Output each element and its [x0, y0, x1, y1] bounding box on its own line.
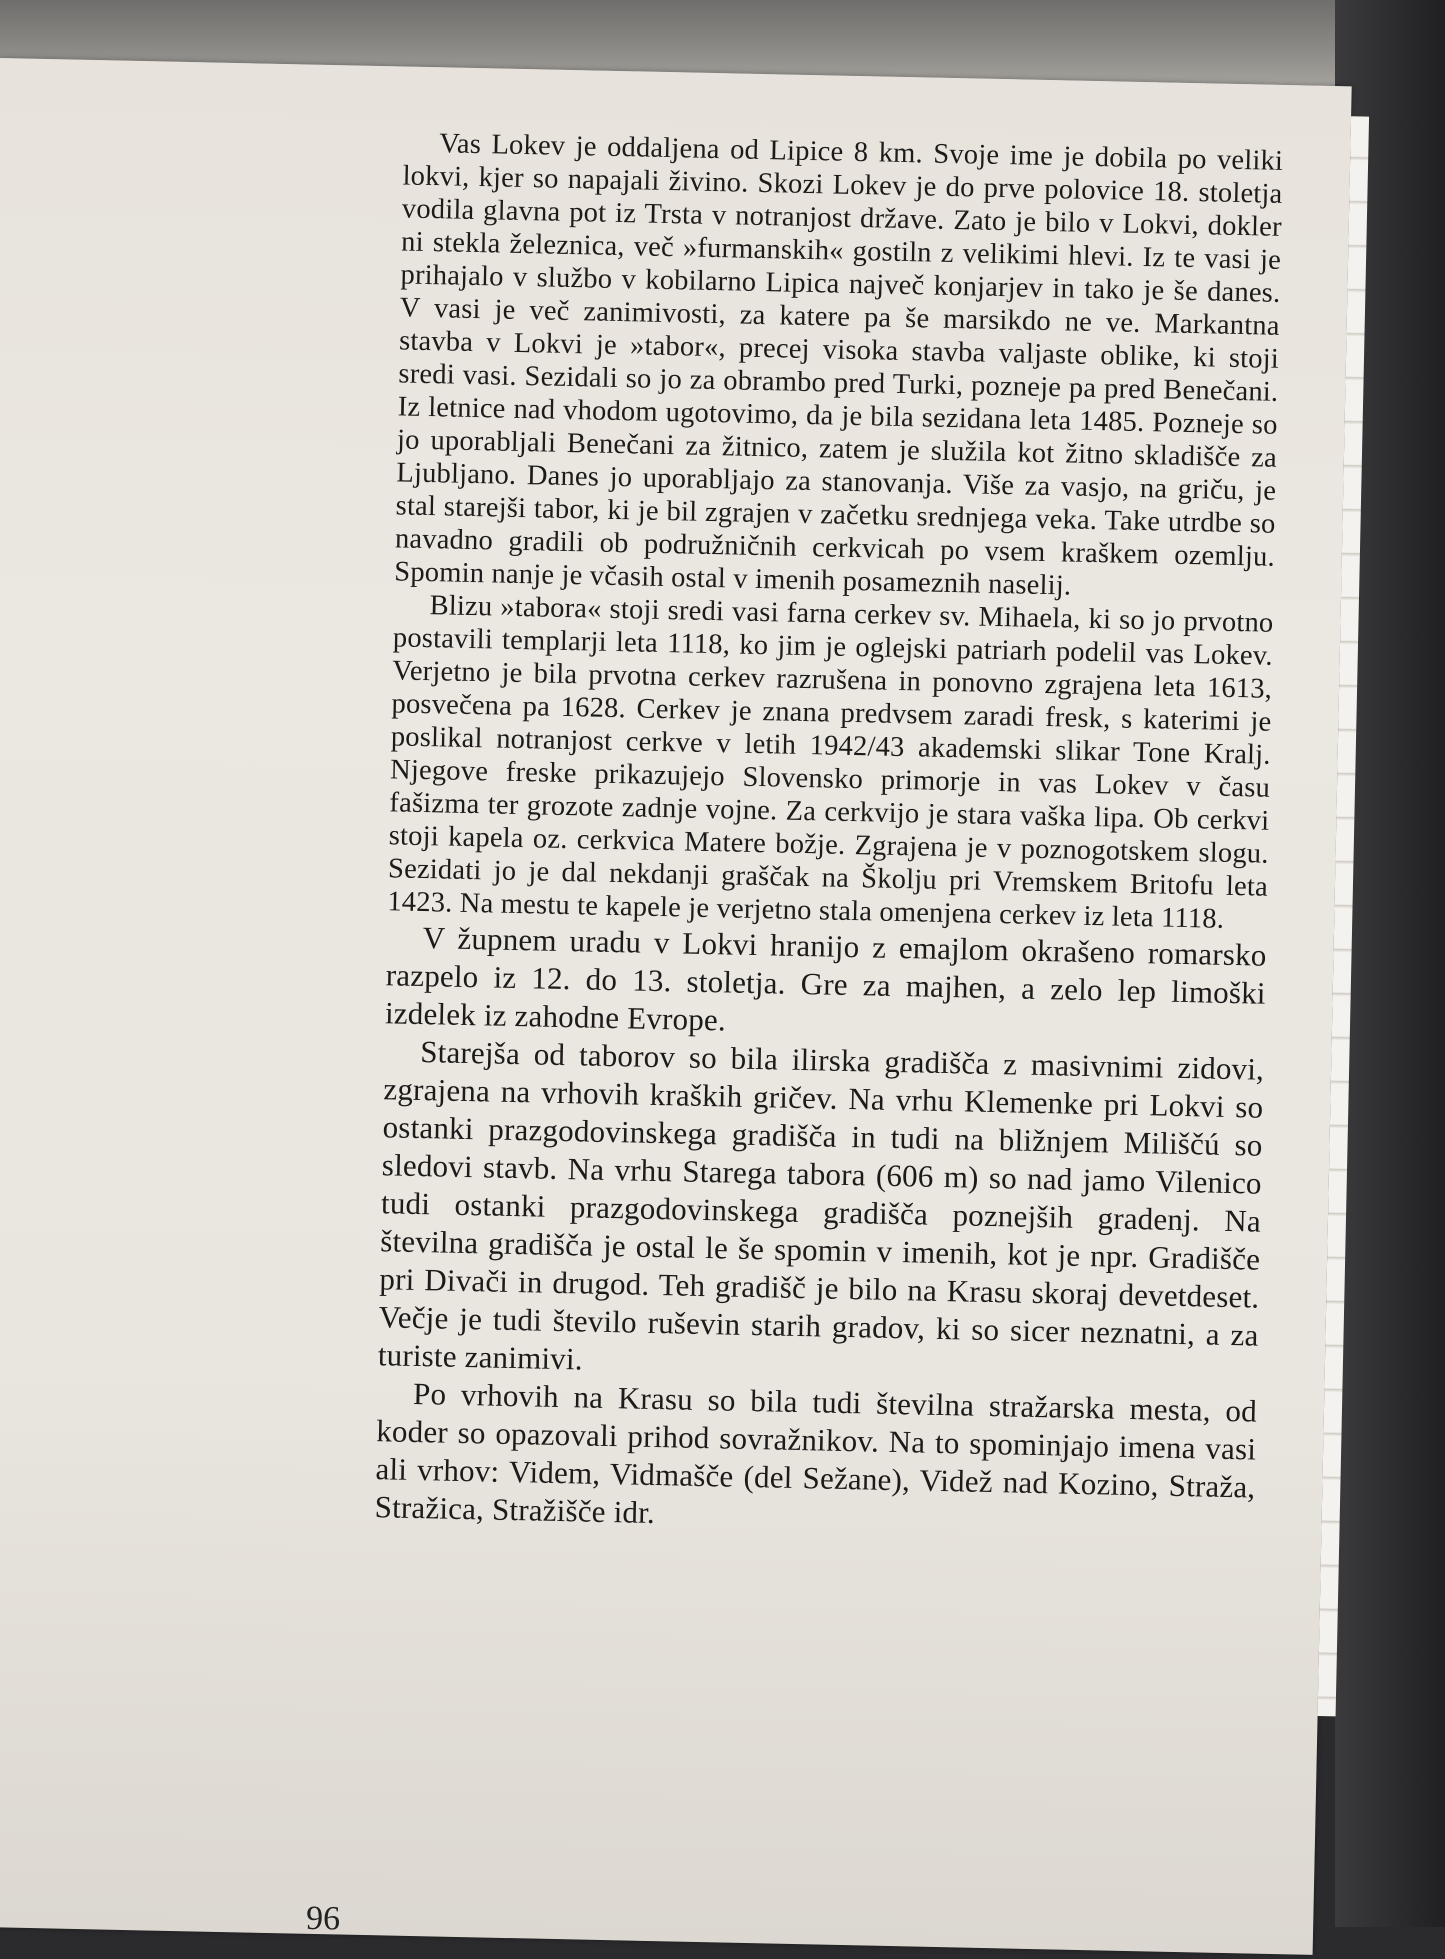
body-text [374, 126, 1283, 1544]
paragraph-lokev: Vas Lokev je oddaljena od Lipice 8 km. Svoje ime je dobila po veliki lokvi, kjer so napajali živino. Skozi Lokev je do prve polovice 18. stoletja vodila glavna pot iz Trsta v notranjost države. Zato je bilo v Lokvi, dokler ni stekla železnica, več »furmanskih« gostiln z velikimi hlevi. Iz te vasi je prihajalo v službo v kobilarno Lipica največ konjarjev in tako je še danes. V vasi je več zanimivosti, za katere pa še marsikdo ne ve. Markantna stavba v Lokvi je »tabor«, precej visoka stavba valjaste oblike, ki stoji sredi vasi. Sezidali so jo za obrambo pred Turki, pozneje pa pred Benečani. Iz letnice nad vhodom ugotovimo, da je bila sezidana leta 1485. Pozneje so jo uporabljali Benečani za žitnico, zatem je služila kot žitno skladišče za Ljubljano. Danes jo uporabljajo za stanovanja. Više za vasjo, na griču, je stal starejši tabor, ki je bil zgrajen v začetku srednjega veka. Take utrdbe so navadno gradili ob podružničnih cerkvicah po vsem kraškem ozemlju. Spomin nanje je včasih ostal v imenih posameznih naselij. [394, 128, 1284, 602]
paragraph-crucifix: V župnem uradu v Lokvi hranijo z emajlom okrašeno romarsko razpelo iz 12. do 13. stoletja. Gre za majhen, a zelo lep limoški izdelek iz zahodne Evrope. [384, 920, 1267, 1038]
paragraph-hillforts: Starejša od taborov so bila ilirska gradišča z masivnimi zidovi, zgrajena na vrhovih kraških gričev. Na vrhu Klemenke pri Lokvi so ostanki prazgodovinskega gradišča in tudi na bližnjem Miliščú so sledovi stavb. Na vrhu Starega tabora (606 m) so nad jamo Vilenico tudi ostanki prazgodovinskega gradišča poznejših gradenj. Na številna gradišča je ostal le še spomin v imenih, kot je npr. Gradišče pri Divači in drugod. Teh gradišč je bilo na Krasu skoraj devetdeset. Večje je tudi število ruševin starih gradov, ki so sicer neznatni, a za turiste zanimivi. [377, 1034, 1265, 1377]
page-number: 96 [305, 1899, 341, 1938]
book-page [0, 58, 1352, 1955]
paragraph-watchposts: Po vrhovih na Krasu so bila tudi številna stražarska mesta, od koder so opazovali prihod sovražnikov. Na to spominjajo imena vasi ali vrhov: Videm, Vidmašče (del Sežane), Videž nad Kozino, Straža, Stražica, Stražišče idr. [374, 1375, 1258, 1531]
paragraph-church: Blizu »tabora« stoji sredi vasi farna cerkev sv. Mihaela, ki so jo prvotno postavili templarji leta 1118, ko jim je oglejski patriarh podelil vas Lokev. Verjetno je bila prvotna cerkev razrušena in ponovno zgrajena leta 1613, posvečena pa 1628. Cerkev je znana predvsem zaradi fresk, s katerimi je poslikal notranjost cerkve v letih 1942/43 akademski slikar Tone Kralj. Njegove freske prikazujejo Slovensko primorje in vas Lokev v času fašizma ter grozote zadnje vojne. Za cerkvijo je stara vaška lipa. Ob cerkvi stoji kapela oz. cerkvica Matere božje. Zgrajena je v poznogotskem slogu. Sezidati jo je dal nekdanji graščak na Školju pri Vremskem Britofu leta 1423. Na mestu te kapele je verjetno stala omenjena cerkev iz leta 1118. [387, 590, 1274, 935]
